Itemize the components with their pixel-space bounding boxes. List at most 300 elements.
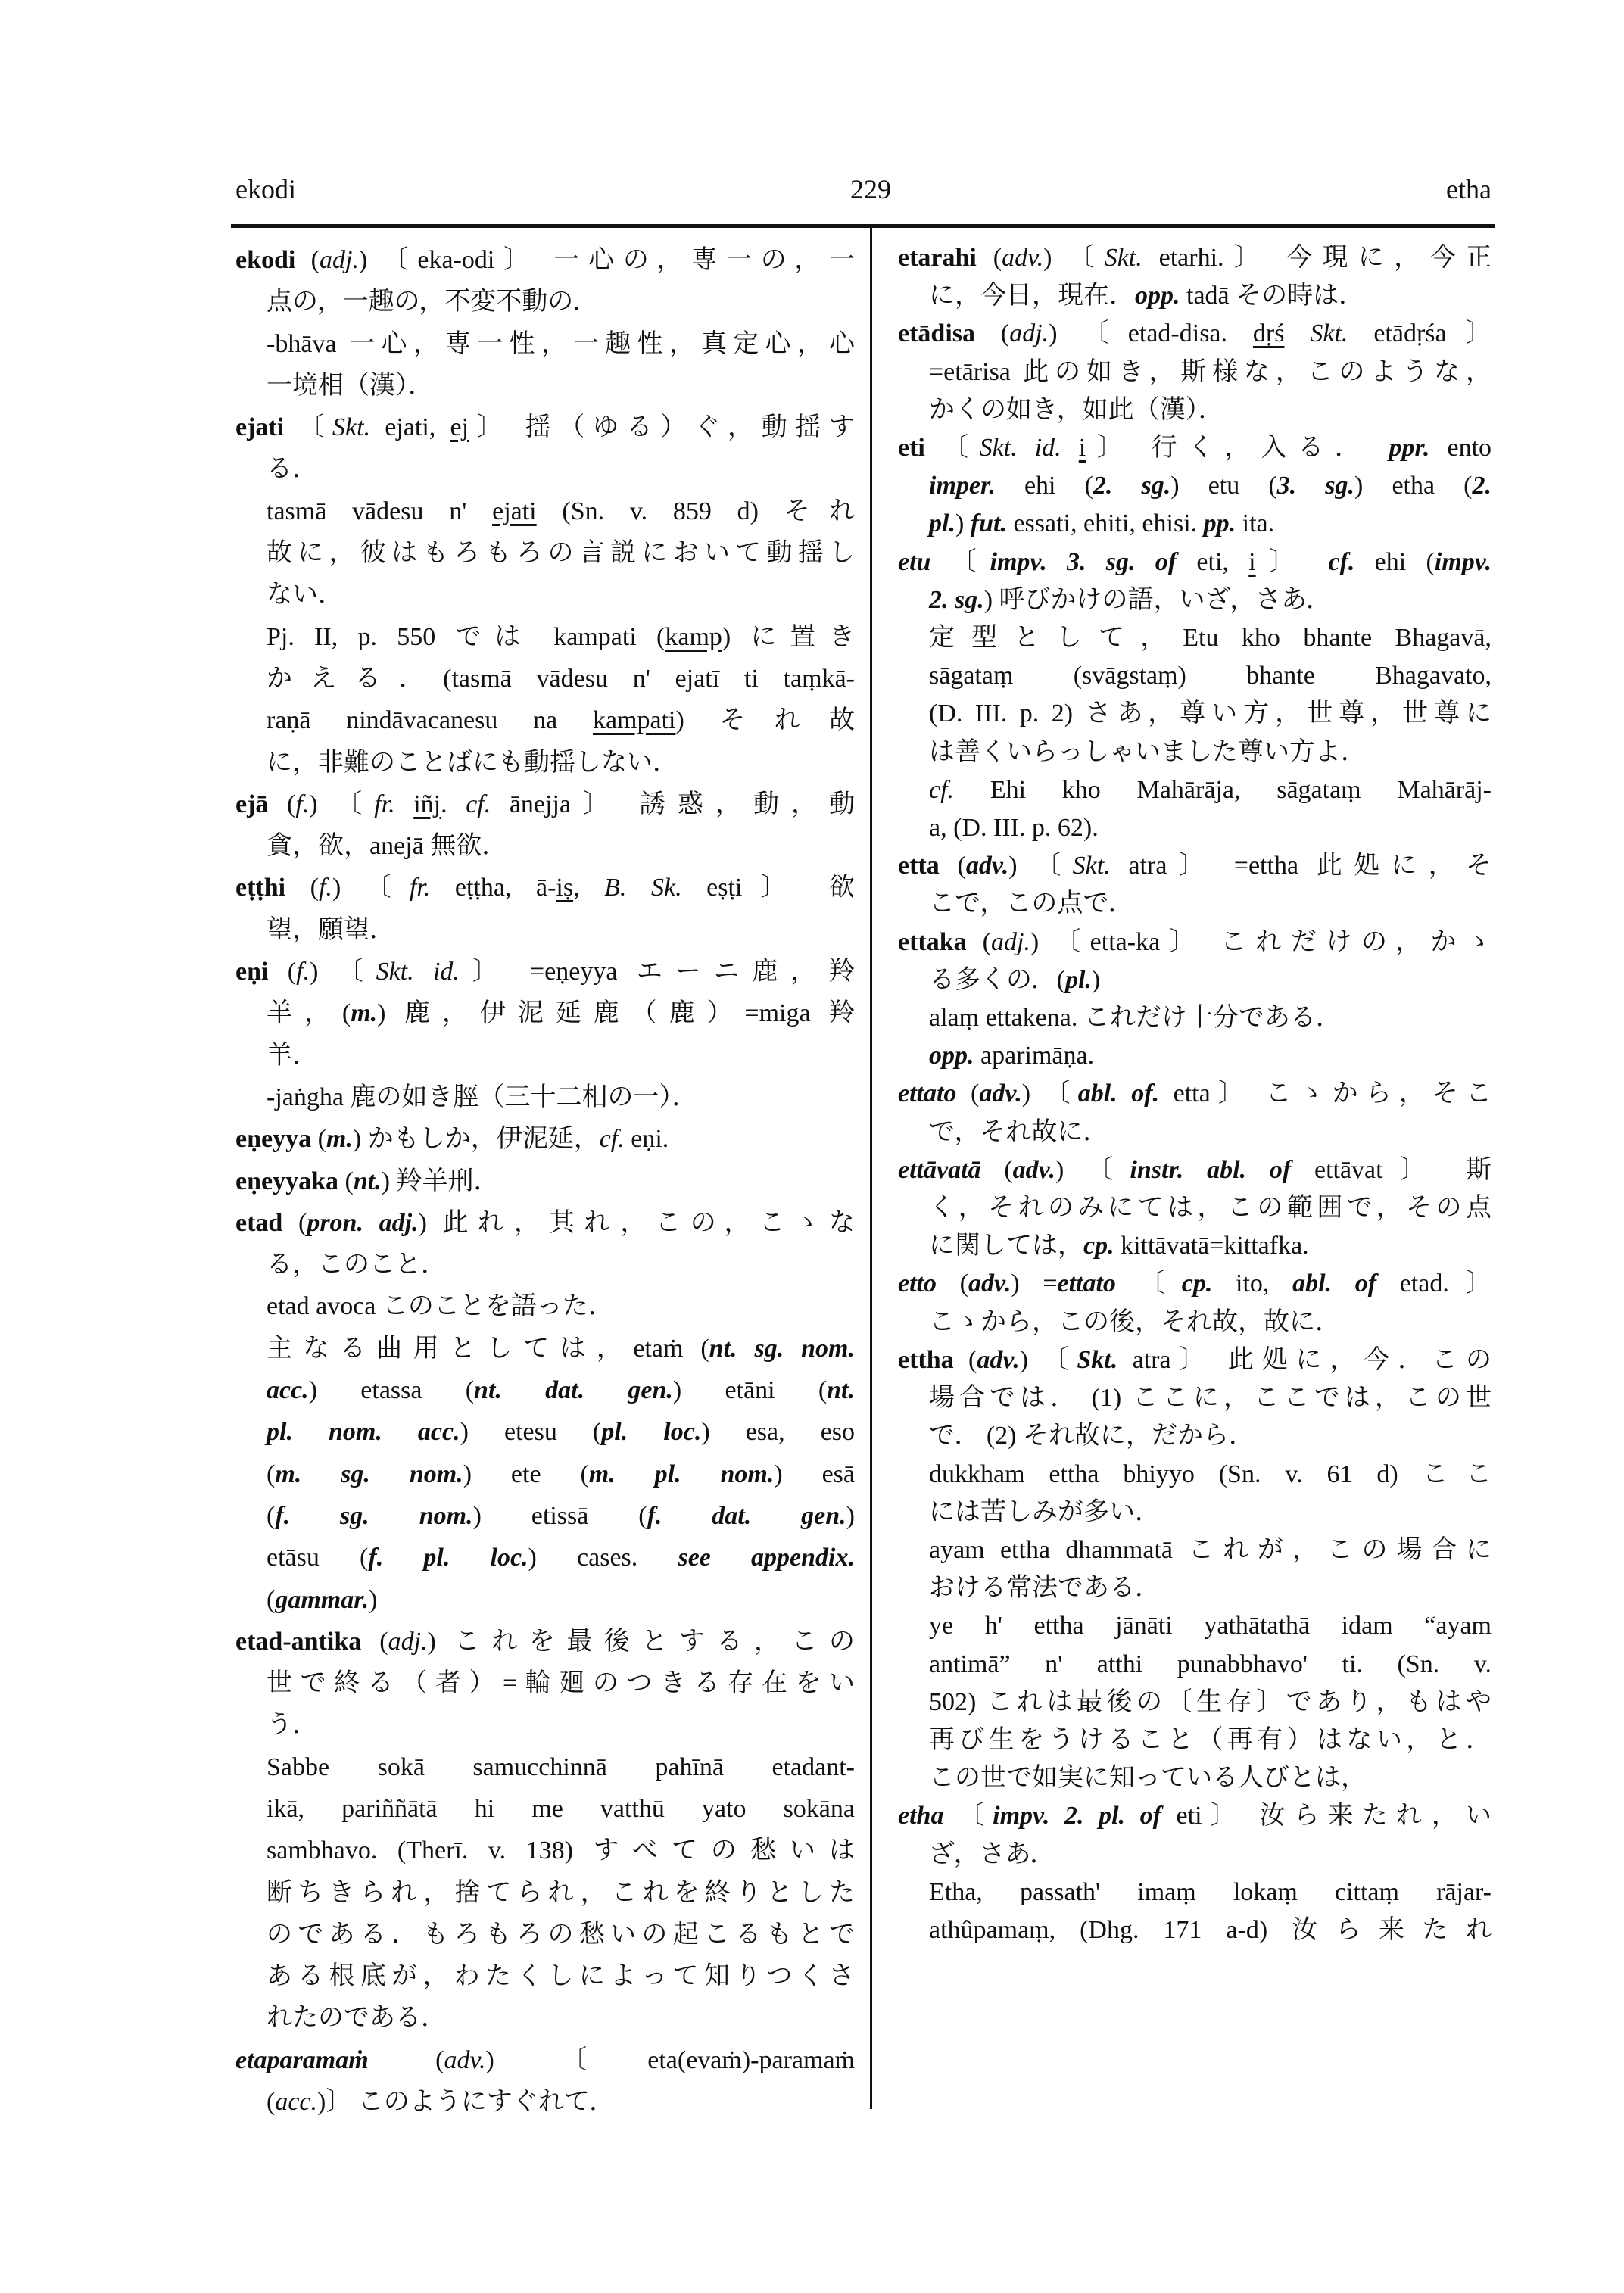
italic-term: abl. of xyxy=(1292,1270,1377,1298)
entry-line xyxy=(235,491,855,532)
entry-line xyxy=(898,1456,1492,1494)
text: ( xyxy=(939,852,966,880)
text: 故に，彼はもろもろの言説において動揺し xyxy=(267,539,855,568)
text: ( xyxy=(976,244,1002,272)
italic-term: nt. xyxy=(353,1167,382,1195)
italic-term: adv. xyxy=(979,1080,1022,1108)
text: ざ，さあ． xyxy=(929,1840,1056,1868)
text: こゝから，この後，それ故，故に． xyxy=(929,1307,1341,1336)
text: 羊． xyxy=(267,1041,318,1070)
text: atra〕 此処に，今．この xyxy=(1117,1345,1492,1374)
text: sambhavo. (Therī. v. 138) すべての愁いは xyxy=(267,1837,855,1865)
text: ) cases. xyxy=(528,1544,678,1572)
text: , xyxy=(573,874,605,902)
entry-line xyxy=(235,1369,855,1411)
entry-line xyxy=(898,1531,1492,1569)
text: に，今日，現在． xyxy=(929,282,1135,310)
grammar-abbrev: acc. xyxy=(275,2088,318,2117)
entry-headline xyxy=(898,315,1492,353)
text: る多くの．( xyxy=(929,965,1065,994)
italic-term: f. sg. nom. xyxy=(275,1501,473,1530)
text: (D. III. p. 2) さあ，尊い方，世尊，世尊に xyxy=(929,699,1492,728)
text: atra〕 =ettha 此処に，そ xyxy=(1110,852,1492,880)
text: ) 〔 xyxy=(310,958,376,986)
italic-term: etto xyxy=(898,1270,937,1298)
text: ( xyxy=(956,1080,980,1108)
text: ( xyxy=(268,790,296,818)
entry-line xyxy=(898,1037,1492,1075)
text: eṣṭi〕 欲 xyxy=(681,874,856,902)
text: ) etāni ( xyxy=(672,1376,828,1405)
italic-term: pl. loc. xyxy=(601,1418,702,1447)
text: ) 〔 xyxy=(1021,1080,1078,1108)
italic-term: ettato xyxy=(898,1080,957,1108)
column-divider xyxy=(870,226,872,2109)
text: sāgataṃ (svāgstaṃ) bhante Bhagavato, xyxy=(929,662,1492,690)
entry-headline xyxy=(898,239,1492,277)
text: kittāvatā=kittafka. xyxy=(1114,1232,1309,1260)
entry-line xyxy=(235,1997,855,2039)
entry-headline xyxy=(898,924,1492,961)
text: ettāvat〕 斯 xyxy=(1291,1155,1492,1184)
italic-term: Skt. xyxy=(1077,1345,1118,1374)
text: alaṃ ettakena. これだけ十分である． xyxy=(929,1004,1342,1033)
italic-term: cf. xyxy=(1328,547,1355,576)
text: う． xyxy=(267,1711,318,1740)
text: ) xyxy=(955,509,971,538)
text: ( xyxy=(311,1125,326,1154)
text: 世で終る（者）=輪廻のつきる存在をい xyxy=(267,1669,855,1698)
entry-line xyxy=(235,1662,855,1704)
text: -bhāva 一心，専一性，一趣性，真定心，心 xyxy=(267,329,855,358)
entry-headline xyxy=(235,784,855,825)
headword: eṇeyya xyxy=(235,1125,312,1154)
entry-line xyxy=(898,1911,1492,1949)
text: 一境相（漢）． xyxy=(267,371,434,400)
entry-headline xyxy=(898,847,1492,885)
text: は善くいらっしゃいました尊い方よ． xyxy=(929,737,1367,766)
entry-line xyxy=(898,581,1492,619)
text: ito, xyxy=(1212,1270,1293,1298)
entry-line xyxy=(898,1607,1492,1645)
text: ayam ettha dhammatā これが，この場合に xyxy=(929,1535,1492,1564)
entry-line xyxy=(898,1836,1492,1874)
italic-term: impv. xyxy=(1434,547,1492,576)
entry-line xyxy=(898,657,1492,695)
text: 貪，欲，anejā 無欲． xyxy=(267,832,508,861)
italic-term: adv. xyxy=(968,1270,1011,1298)
entry-headline xyxy=(898,1265,1492,1303)
entry-headline xyxy=(898,1797,1492,1835)
entry-line xyxy=(898,1759,1492,1797)
entry-headline xyxy=(235,951,855,992)
headword: eti xyxy=(898,434,925,463)
text: おける常法である． xyxy=(929,1574,1161,1603)
text: ( xyxy=(295,246,320,274)
entry-line xyxy=(898,467,1492,505)
headword: etad-antika xyxy=(235,1627,362,1656)
italic-term: etha xyxy=(898,1802,944,1830)
entry-headline xyxy=(898,1151,1492,1189)
text: 〕 揺（ゆる）ぐ，動揺す xyxy=(469,413,855,442)
text xyxy=(1061,434,1079,462)
entry-headline xyxy=(235,1621,855,1662)
headword: eṭṭhi xyxy=(235,874,286,902)
text: ( xyxy=(966,927,991,956)
text: ( xyxy=(338,1167,354,1195)
italic-term: fut. xyxy=(970,509,1007,538)
text: 羊，( xyxy=(267,999,351,1028)
text: ( xyxy=(267,2088,276,2117)
text: antimā” n' atthi punabbhavo' ti. (Sn. v. xyxy=(929,1650,1492,1678)
text: 望，願望． xyxy=(267,915,395,944)
text: ento xyxy=(1429,434,1492,463)
text: tadā その時は． xyxy=(1180,282,1365,310)
italic-term: opp. xyxy=(929,1042,974,1070)
text: ita. xyxy=(1236,509,1275,538)
headword: ejā xyxy=(235,790,269,818)
italic-term: pl. xyxy=(929,509,955,538)
italic-term: impv. 2. pl. of xyxy=(993,1802,1161,1830)
text: ( xyxy=(285,874,319,902)
text: 〕 xyxy=(1255,547,1329,576)
grammar-abbrev: cf. xyxy=(599,1125,625,1154)
entry-line xyxy=(235,1537,855,1578)
text: ) 〔etta-ka〕 これだけの，かゝ xyxy=(1030,927,1492,956)
text: ( xyxy=(268,958,297,986)
grammar-abbrev: B. Sk. xyxy=(604,874,682,902)
text: ) = xyxy=(1011,1270,1058,1298)
entry-line xyxy=(235,1244,855,1285)
text: ) xyxy=(369,1585,378,1614)
headword: ejati xyxy=(235,413,285,442)
text: )〕 このようにすぐれて． xyxy=(317,2088,616,2117)
text: く，それのみにては，この範囲で，その点 xyxy=(929,1194,1492,1223)
text: る． xyxy=(267,455,318,484)
text: . xyxy=(441,790,466,818)
entry-line xyxy=(898,1874,1492,1911)
entry-headline xyxy=(235,407,855,448)
italic-term: m. xyxy=(351,999,378,1028)
grammar-abbrev: f. xyxy=(296,958,310,986)
italic-term: ppr. xyxy=(1389,434,1430,463)
text: 502) これは最後の〔生存〕であり，もはや xyxy=(929,1687,1492,1716)
italic-term: pl. xyxy=(1064,965,1092,994)
entry-line xyxy=(235,1035,855,1076)
text: Etha, passath' imaṃ lokaṃ cittaṃ rājar- xyxy=(929,1877,1492,1906)
headword: eṇi xyxy=(235,958,269,986)
grammar-abbrev: Skt. id. xyxy=(376,958,460,986)
text: のである．もろもろの愁いの起こるもとで xyxy=(267,1920,855,1949)
root-underlined: dṛś xyxy=(1252,319,1285,348)
header-rule xyxy=(231,224,1495,228)
text: ) esa, eso xyxy=(701,1418,856,1447)
text: 〕 =eṇeyya エーニ鹿，羚 xyxy=(459,958,855,986)
entry-line xyxy=(235,532,855,574)
text: ( xyxy=(368,2045,444,2074)
root-underlined: kamp xyxy=(665,622,722,651)
entry-line xyxy=(235,1746,855,1788)
entry-line xyxy=(235,1914,855,1955)
italic-term: etaparamaṁ xyxy=(235,2045,369,2074)
italic-term: 2. xyxy=(1472,472,1492,500)
text: こで，この点で． xyxy=(929,889,1134,918)
text: ) 〔 xyxy=(309,790,375,818)
italic-term: gammar. xyxy=(275,1585,369,1614)
text: ) xyxy=(846,1501,855,1530)
text: この世で如実に知っている人びとは， xyxy=(929,1764,1367,1793)
italic-term: adv. xyxy=(965,852,1009,880)
entry-line xyxy=(898,999,1492,1037)
text: ehi ( xyxy=(1354,547,1435,576)
entry-line xyxy=(898,734,1492,771)
text: Pj. II, p. 550 では kampati ( xyxy=(267,622,665,651)
entry-line xyxy=(235,699,855,741)
entry-line xyxy=(898,354,1492,391)
entry-headline xyxy=(898,429,1492,467)
grammar-abbrev: Skt. xyxy=(332,413,371,442)
italic-term: pp. xyxy=(1203,509,1236,538)
entry-line xyxy=(898,1417,1492,1455)
text: ない． xyxy=(267,581,344,609)
running-head-right: etha xyxy=(1446,174,1492,204)
text: ( xyxy=(361,1627,388,1656)
entry-headline xyxy=(235,239,855,281)
text: ( xyxy=(975,319,1010,348)
text: 点の，一趣の，不変不動の． xyxy=(267,288,598,316)
text: かえる．(tasmā vādesu n' ejatī ti taṃkā- xyxy=(267,664,855,693)
text: ) 〔 xyxy=(1055,1155,1130,1184)
text: ) etissā ( xyxy=(472,1501,647,1530)
italic-term: f. pl. loc. xyxy=(368,1544,528,1572)
italic-term: nt. sg. nom. xyxy=(709,1334,855,1363)
text: 再び生をうけること（再有）はない，と． xyxy=(929,1725,1492,1754)
root-underlined: iñj xyxy=(413,790,441,818)
text: ( xyxy=(267,1460,276,1488)
entry-line xyxy=(898,1114,1492,1151)
entry-line xyxy=(235,1579,855,1621)
text: で，それ故に． xyxy=(929,1117,1109,1146)
italic-term: etu xyxy=(898,547,931,576)
italic-term: ettato xyxy=(1057,1270,1116,1298)
text xyxy=(1284,319,1310,347)
text: ( xyxy=(267,1585,276,1614)
grammar-abbrev: Skt. id. xyxy=(979,434,1061,463)
text: ) それ故 xyxy=(675,706,855,735)
grammar-abbrev: Skt. xyxy=(1104,244,1142,272)
text: ) etassa ( xyxy=(308,1376,475,1405)
grammar-abbrev: adv. xyxy=(444,2045,486,2074)
text: ejati, xyxy=(370,413,450,442)
text xyxy=(395,790,414,818)
entry-line xyxy=(898,391,1492,429)
root-underlined: kampati xyxy=(592,706,676,735)
entry-line xyxy=(898,885,1492,923)
entry-headline xyxy=(235,2039,855,2081)
headword: ekodi xyxy=(235,246,296,274)
entry-line xyxy=(235,742,855,784)
text: ) 此れ，其れ，この，こゝな xyxy=(418,1208,855,1237)
italic-term: pl. nom. acc. xyxy=(267,1418,460,1447)
entry-line xyxy=(898,277,1492,315)
text: ) ete ( xyxy=(463,1460,589,1488)
text: ehi ( xyxy=(995,472,1093,500)
text: ) 〔 xyxy=(332,874,410,902)
headword: etādisa xyxy=(898,319,975,348)
entry-line xyxy=(898,505,1492,543)
text: eti〕 汝ら来たれ，い xyxy=(1161,1802,1492,1830)
text: tasmā vādesu n' xyxy=(267,497,493,525)
headword: etad xyxy=(235,1208,283,1237)
text: ) 〔 xyxy=(1008,852,1073,880)
text: ) に置き xyxy=(722,622,856,651)
text: etta〕 こゝから，そこ xyxy=(1159,1080,1492,1108)
text: ) etesu ( xyxy=(460,1418,602,1447)
text: 〔 xyxy=(924,434,980,463)
italic-term: pron. adj. xyxy=(307,1208,419,1237)
entry-line xyxy=(235,825,855,867)
entry-line xyxy=(898,1721,1492,1759)
text: aparimāṇa. xyxy=(974,1042,1095,1070)
text: れたのである． xyxy=(267,2004,447,2033)
text: etarhi.〕 今現に，今正 xyxy=(1142,244,1492,272)
root-underlined: ejati xyxy=(492,497,537,525)
entry-line xyxy=(235,1285,855,1327)
entry-line xyxy=(898,1684,1492,1721)
italic-term: 2. sg. xyxy=(929,585,984,614)
text: eti, xyxy=(1177,547,1249,576)
headword: ettha xyxy=(898,1345,954,1374)
entry-line xyxy=(898,695,1492,733)
root-underlined: iṣ xyxy=(556,874,574,902)
entry-line xyxy=(898,1304,1492,1341)
italic-term: cp. xyxy=(1083,1232,1114,1260)
text: ) かもしか，伊泥延， xyxy=(352,1125,600,1154)
text: 場合では． (1) ここに，ここでは，この世 xyxy=(929,1384,1492,1413)
grammar-abbrev: cf. xyxy=(929,775,955,804)
entry-line xyxy=(235,448,855,490)
text: ( xyxy=(936,1270,968,1298)
text: ( xyxy=(267,1501,276,1530)
text: 主なる曲用としては，etaṁ ( xyxy=(267,1334,709,1363)
text: 定型として，Etu kho bhante Bhagavā, xyxy=(929,624,1492,653)
text: Sabbe sokā samucchinnā pahīnā etadant- xyxy=(267,1752,855,1781)
text: ānejja〕 誘惑，動，動 xyxy=(491,790,856,818)
entry-headline xyxy=(898,1341,1492,1379)
text: ) xyxy=(1091,965,1101,994)
text: ye h' ettha jānāti yathātathā idam “ayam xyxy=(929,1612,1492,1640)
italic-term: adv. xyxy=(977,1345,1020,1374)
grammar-abbrev: fr. xyxy=(374,790,395,818)
entry-line xyxy=(235,2081,855,2123)
text: ( xyxy=(953,1345,977,1374)
text: 〕 行く，入る． xyxy=(1086,434,1389,463)
text: Ehi kho Mahārāja, sāgataṃ Mahārāj- xyxy=(954,775,1492,804)
text: ) 〔eka-odi〕 一心の，専一の，一 xyxy=(358,246,855,274)
text: ( xyxy=(980,1155,1013,1184)
entry-headline xyxy=(235,867,855,908)
text: athûpamaṃ, (Dhg. 171 a-d) 汝ら来たれ xyxy=(929,1915,1492,1944)
italic-term: m. xyxy=(326,1125,353,1154)
entry-line xyxy=(235,1704,855,1746)
grammar-abbrev: Skt. xyxy=(1310,319,1348,348)
entry-headline xyxy=(898,544,1492,581)
headword: etta xyxy=(898,852,940,880)
text: ) 〔eta(evaṁ)-paramaṁ xyxy=(485,2045,855,2074)
grammar-abbrev: adv. xyxy=(1002,244,1044,272)
grammar-abbrev: f. xyxy=(318,874,332,902)
entry-line xyxy=(235,658,855,699)
italic-term: ettāvatā xyxy=(898,1155,981,1184)
text: (Sn. v. 859 d) それ xyxy=(536,497,855,525)
italic-term: impv. 3. sg. of xyxy=(990,547,1177,576)
text: etādṛśa〕 xyxy=(1348,319,1492,348)
grammar-abbrev: Skt. xyxy=(1072,852,1111,880)
entry-line xyxy=(898,1646,1492,1684)
grammar-abbrev: adj. xyxy=(1009,319,1049,348)
grammar-abbrev: f. xyxy=(295,790,310,818)
right-column xyxy=(898,239,1492,1949)
grammar-abbrev: adj. xyxy=(990,927,1030,956)
italic-term: nt. dat. gen. xyxy=(474,1376,673,1405)
entry-line xyxy=(898,771,1492,809)
grammar-abbrev: adj. xyxy=(388,1627,428,1656)
italic-term: abl. of. xyxy=(1077,1080,1160,1108)
text: ( xyxy=(282,1208,307,1237)
text: eṭṭha, ā- xyxy=(430,874,556,902)
text: に，非難のことばにも動揺しない． xyxy=(267,748,678,777)
entry-line xyxy=(898,809,1492,847)
italic-term: m. pl. nom. xyxy=(588,1460,775,1488)
entry-line xyxy=(235,574,855,615)
entry-headline xyxy=(235,1161,855,1202)
entry-line xyxy=(235,1076,855,1118)
grammar-abbrev: fr. xyxy=(409,874,431,902)
entry-line xyxy=(235,281,855,322)
text: 〔 xyxy=(943,1802,993,1830)
italic-term: imper. xyxy=(929,472,996,500)
entry-line xyxy=(898,1494,1492,1531)
text: etad avoca このことを語った． xyxy=(267,1292,614,1321)
text: ikā, pariññātā hi me vatthū yato sokāna xyxy=(267,1794,855,1823)
text: ) esā xyxy=(774,1460,855,1488)
entry-line xyxy=(235,365,855,407)
italic-term: nt. xyxy=(827,1376,855,1405)
text: =etārisa 此の如き，斯様な，このような， xyxy=(929,357,1492,386)
text: ) 鹿，伊泥延鹿（鹿）=miga 羚 xyxy=(377,999,856,1028)
entry-line xyxy=(898,1227,1492,1265)
entry-headline xyxy=(235,1118,855,1160)
entry-line xyxy=(235,1830,855,1871)
text: ) etha ( xyxy=(1354,472,1473,500)
italic-term: adv. xyxy=(1012,1155,1055,1184)
text: ある根底が，わたくしによって知りつくさ xyxy=(267,1962,855,1991)
text: ) 〔 xyxy=(1019,1345,1077,1374)
entry-headline xyxy=(235,1202,855,1244)
entry-headline xyxy=(898,1075,1492,1113)
entry-line xyxy=(898,1569,1492,1607)
headword: etarahi xyxy=(898,244,977,272)
grammar-abbrev: cf. xyxy=(466,790,491,818)
text: ) 〔 xyxy=(1043,244,1105,272)
entry-line xyxy=(235,1453,855,1495)
italic-term: 3. sg. xyxy=(1276,472,1355,500)
entry-line xyxy=(235,1495,855,1537)
headword: ettaka xyxy=(898,927,967,956)
root-underlined: i xyxy=(1248,547,1256,576)
entry-line xyxy=(235,1328,855,1369)
text: a, (D. III. p. 62). xyxy=(929,814,1099,843)
